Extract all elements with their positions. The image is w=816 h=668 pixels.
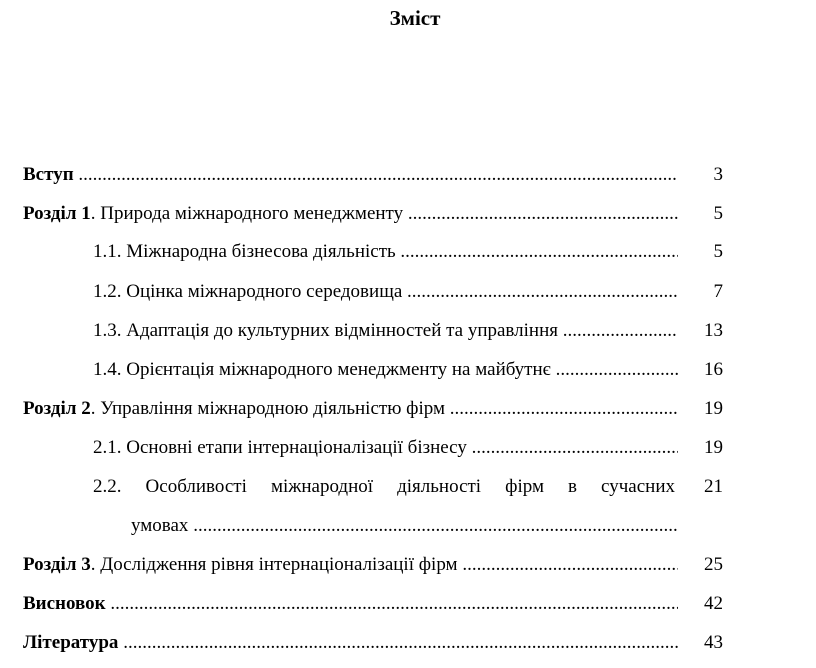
toc-entry-label: 1.1. Міжнародна бізнесова діяльність [93, 241, 396, 262]
toc-entry-section-1 [23, 201, 723, 227]
toc-dot-leader [396, 241, 678, 262]
toc-page-number: 13 [704, 320, 723, 341]
toc-entry-label-bold: Розділ 3 [23, 554, 91, 575]
toc-page-number: 3 [713, 164, 723, 185]
toc-entry-2-2-line2 [23, 513, 723, 539]
toc-entry-label: . Природа міжнародного менеджменту [90, 203, 404, 224]
toc-dot-leader [467, 437, 678, 458]
toc-entry-label: 1.2. Оцінка міжнародного середовища [93, 281, 403, 302]
toc-page-number: 19 [704, 437, 723, 458]
toc-page-number: 5 [713, 203, 723, 224]
toc-entry-2-1 [23, 435, 723, 461]
toc-page-number: 7 [713, 281, 723, 302]
toc-entry-conclusions [23, 591, 723, 617]
toc-page-number: 42 [704, 593, 723, 614]
toc-entry-section-2 [23, 396, 723, 422]
toc-page-number: 21 [704, 476, 723, 497]
toc-entry-section-3 [23, 552, 723, 578]
toc-dot-leader [458, 554, 678, 575]
toc-page-number: 16 [704, 359, 723, 380]
toc-entry-label: . Управління міжнародною діяльністю фірм [90, 398, 445, 419]
toc-dot-leader [558, 320, 678, 341]
toc-dot-leader [188, 515, 678, 536]
toc-entry-intro [23, 162, 723, 188]
toc-dot-leader [551, 359, 678, 380]
toc-dot-leader [106, 593, 678, 614]
toc-page-number: 19 [704, 398, 723, 419]
toc-dot-leader [403, 203, 678, 224]
toc-dot-leader [402, 281, 678, 302]
page-title: Зміст [389, 6, 441, 30]
toc-entry-label-bold: Розділ 2 [23, 398, 91, 419]
toc-entry-label: Висновок [23, 593, 106, 614]
toc-entry-1-3 [23, 318, 723, 344]
toc-page-number: 43 [704, 632, 723, 653]
toc-page-number: 5 [713, 241, 723, 262]
toc-entry-label: 1.4. Орієнтація міжнародного менеджменту на майбутнє [93, 359, 551, 380]
toc-entry-2-2-line1: 2.2. Особливості міжнародної діяльності фірм в сучасних [93, 476, 675, 497]
toc-entry-label: умовах [131, 515, 189, 536]
toc-entry-label: . Дослідження рівня інтернаціоналізації фірм [90, 554, 458, 575]
toc-page-number: 25 [704, 554, 723, 575]
toc-entry-label: Література [23, 632, 119, 653]
toc-entry-label: 2.1. Основні етапи інтернаціоналізації бізнесу [93, 437, 467, 458]
toc-entry-1-2 [23, 279, 723, 305]
toc-dot-leader [118, 632, 678, 653]
toc-entry-label-bold: Розділ 1 [23, 203, 91, 224]
toc-dot-leader [74, 164, 678, 185]
toc-entry-label: Вступ [23, 164, 74, 185]
toc-entry-2-2-page [23, 474, 723, 500]
toc-entry-literature [23, 630, 723, 656]
toc-entry-1-4 [23, 357, 723, 383]
toc-dot-leader [445, 398, 678, 419]
toc-entry-1-1 [23, 239, 723, 265]
toc-entry-label: 1.3. Адаптація до культурних відмінностей та управління [93, 320, 558, 341]
